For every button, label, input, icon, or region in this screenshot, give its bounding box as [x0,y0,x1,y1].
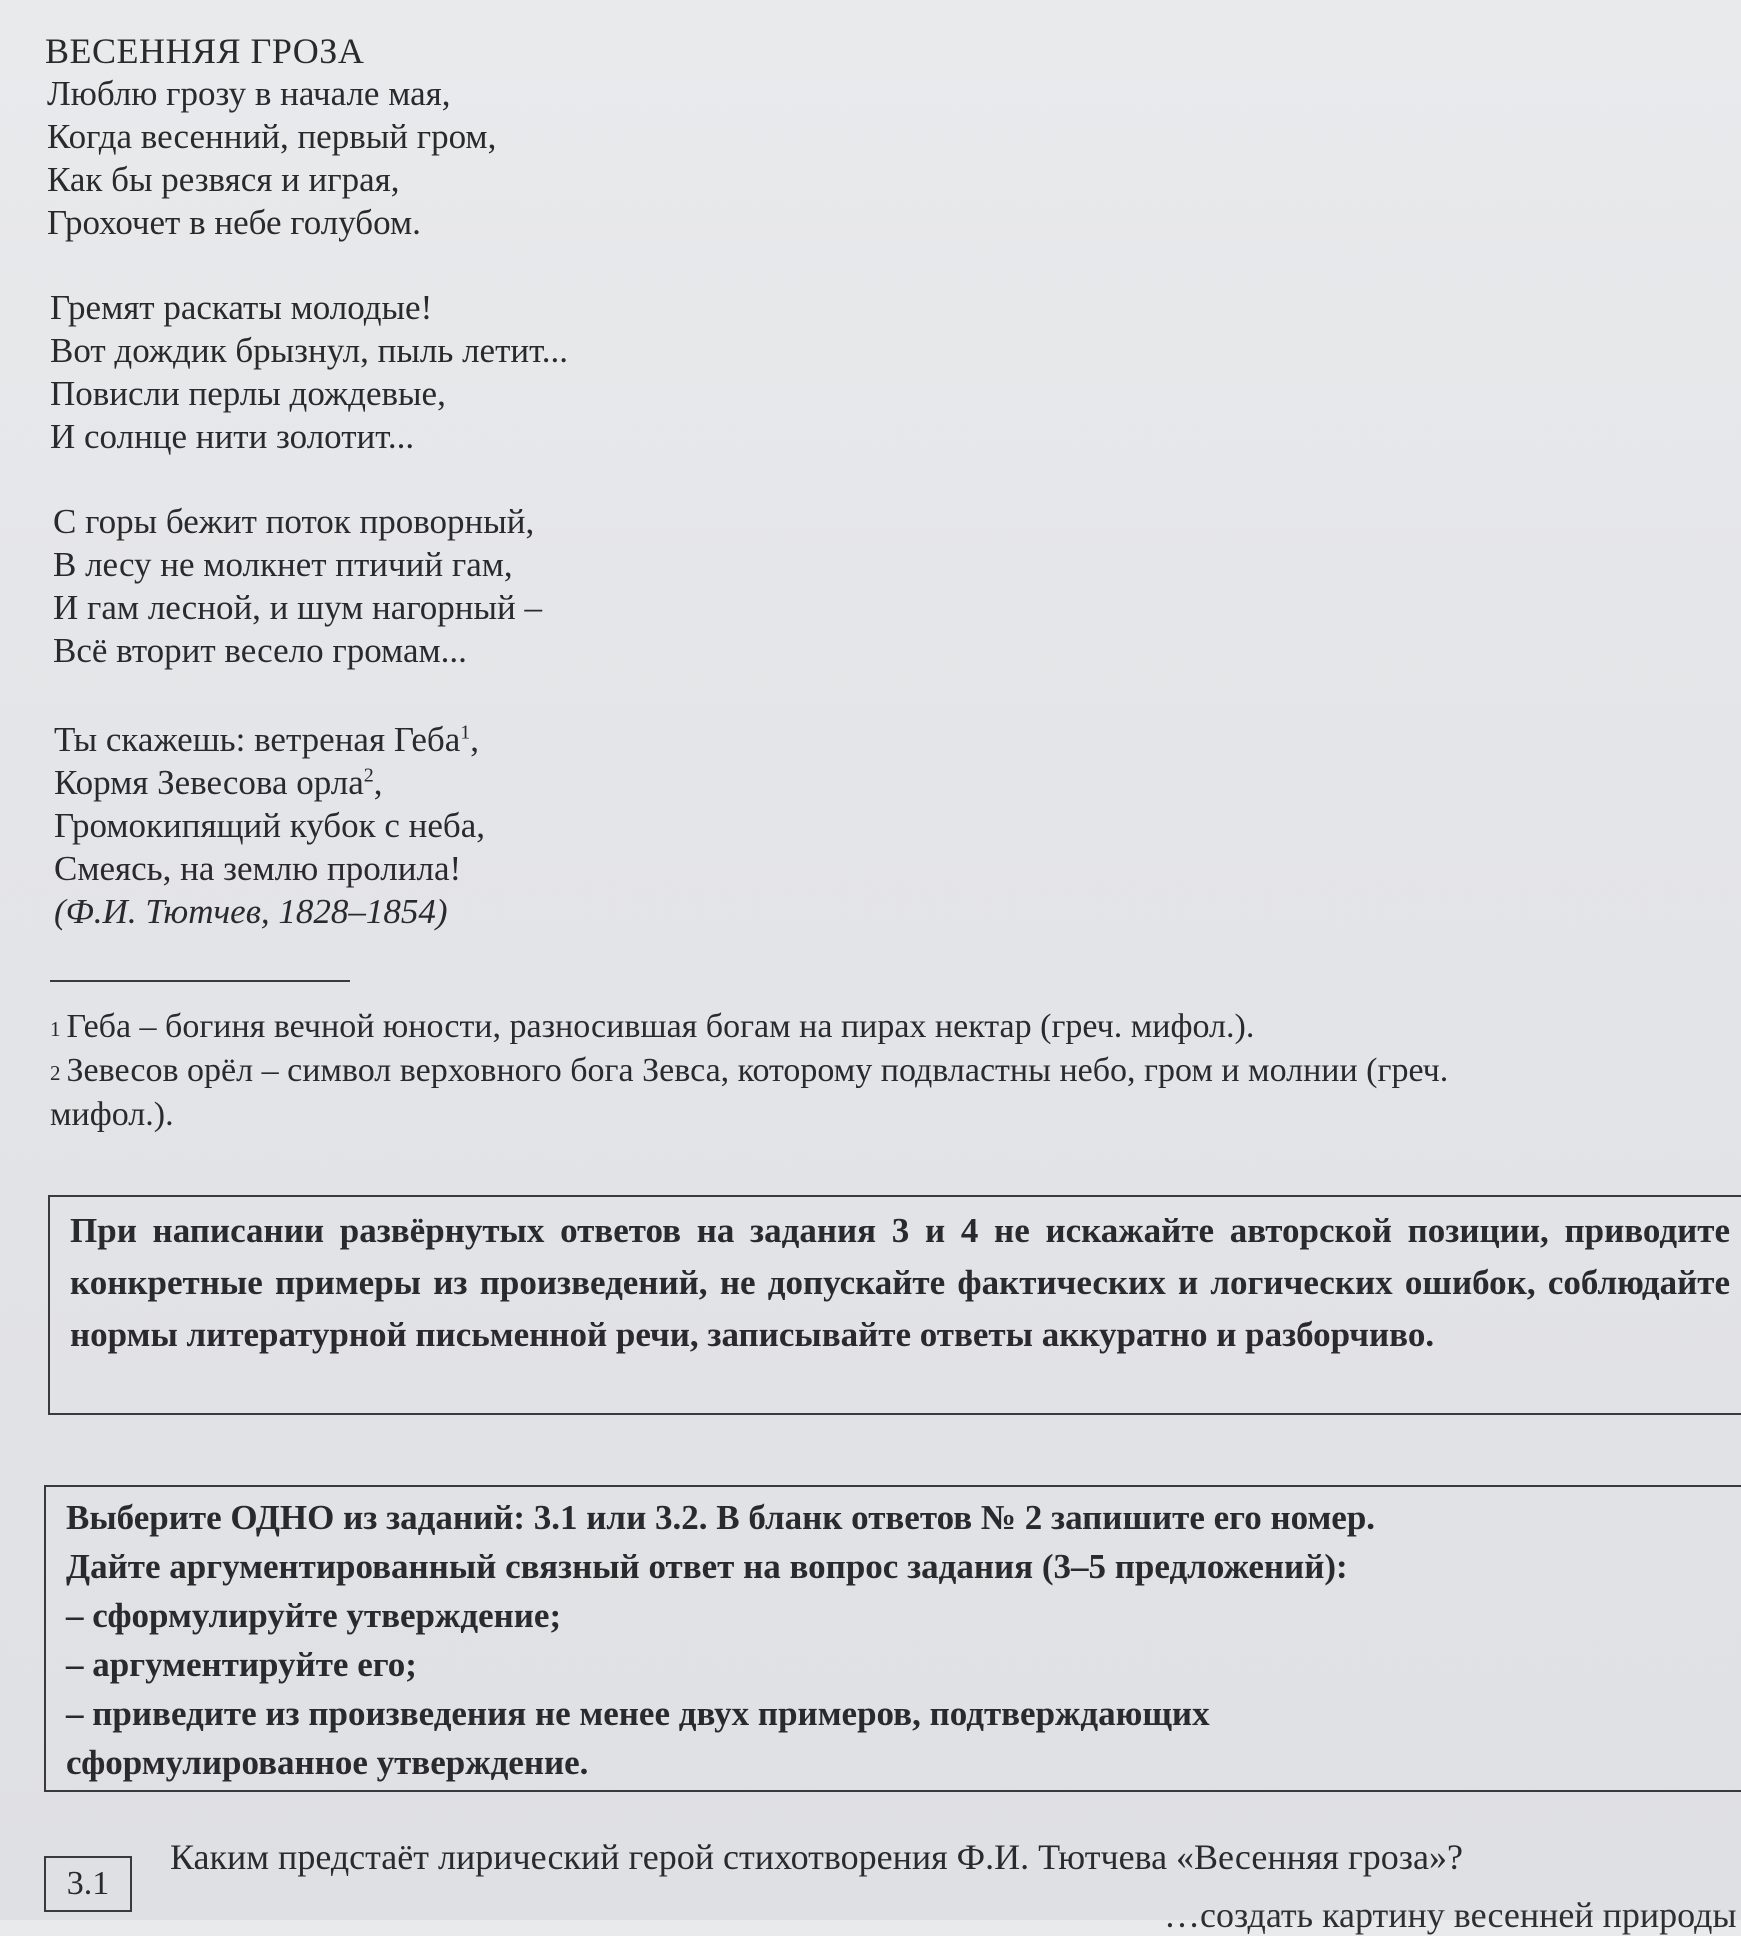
poem-line: Гремят раскаты молодые! [50,288,433,327]
poem-line-punct: , [470,720,480,759]
poem-line: И гам лесной, и шум нагорный – [53,588,543,627]
task-instruction-line: – приведите из произведения не менее двух примеров, подтверждающих [66,1694,1210,1733]
poem-line: Когда весенний, первый гром, [47,117,497,156]
poem-line: Смеясь, на землю пролила! [54,849,462,888]
poem-line: Вот дождик брызнул, пыль летит... [50,331,569,370]
task-instruction-line: сформулированное утверждение. [66,1743,589,1782]
task-instruction-line: Дайте аргументированный связный ответ на вопрос задания (3–5 предложений): [66,1547,1348,1586]
instruction-text: При написании развёрнутых ответов на задания 3 и 4 не искажайте авторской позиции, приводите конкретные примеры из произведений, не допускайте фактических и логических ошибок, соблюдайте нормы литературной письменной речи, записывайте ответы аккуратно и разборчиво. [70,1211,1730,1354]
task-instructions-box [44,1485,1741,1792]
footnote-ref-2: 2 [363,764,374,787]
poem-title: ВЕСЕННЯЯ ГРОЗА [45,31,365,71]
poem-stanza-4 [54,718,485,933]
task-3-1 [44,1836,1741,1935]
footnote-number: 1 [50,1017,61,1041]
poem-line-text: Кормя Зевесова орла [54,763,364,802]
poem-line: Люблю грозу в начале мая, [47,74,451,113]
footnote-text: Зевесов орёл – символ верховного бога Зевса, которому подвластны небо, гром и молнии (греч. [66,1052,1449,1089]
poem-line: В лесу не молкнет птичий гам, [53,545,513,584]
next-task-partial-text: …создать картину весенней природы [1164,1895,1737,1935]
poem-line: Всё вторит весело громам... [53,631,467,670]
poem-line: Громокипящий кубок с неба, [54,806,485,845]
poem-stanza-1 [47,72,496,244]
footnote-1 [50,1005,1710,1049]
task-question: Каким предстаёт лирический герой стихотворения Ф.И. Тютчева «Весенняя гроза»? [170,1837,1463,1877]
poem-line: Грохочет в небе голубом. [47,203,421,242]
instruction-box [48,1195,1741,1415]
poem-author: (Ф.И. Тютчев, 1828–1854) [54,892,448,931]
poem-line [54,718,485,761]
footnote-divider [50,980,350,982]
poem-line: С горы бежит поток проворный, [53,502,535,541]
footnote-2-continued: мифол.). [50,1096,174,1133]
poem-line-text: Ты скажешь: ветреная Геба [54,720,461,759]
poem-stanza-3 [53,500,542,672]
footnotes [50,1005,1710,1137]
poem-line-punct: , [373,763,383,802]
task-instruction-line: – сформулируйте утверждение; [66,1596,562,1635]
footnote-text: Геба – богиня вечной юности, разносившая богам на пирах нектар (греч. мифол.). [66,1008,1255,1045]
poem-stanza-2 [50,286,568,458]
poem-line: И солнце нити золотит... [50,417,415,456]
task-instruction-line: Выберите ОДНО из заданий: 3.1 или 3.2. В бланк ответов № 2 запишите его номер. [66,1498,1376,1537]
footnote-2 [50,1049,1710,1093]
footnote-ref-1: 1 [460,721,471,744]
poem-line [54,761,485,804]
poem-line: Как бы резвяся и играя, [47,160,400,199]
task-number-box: 3.1 [44,1856,132,1912]
poem-line: Повисли перлы дождевые, [50,374,446,413]
footnote-number: 2 [50,1061,61,1085]
task-instruction-line: – аргументируйте его; [66,1645,417,1684]
